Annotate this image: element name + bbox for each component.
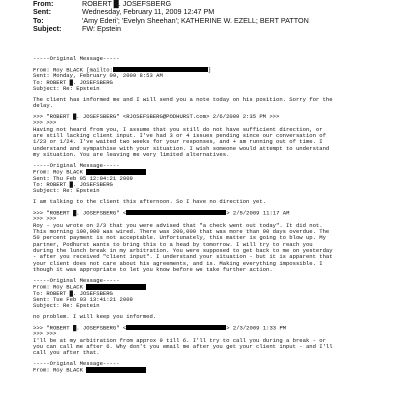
email-line-text: The client has informed me and I will send you a note today on his position. Sorry for the [33,95,333,103]
email-line-text: Sent: Thu Feb 05 12:04:21 2009 [33,174,133,182]
email-line-text: From: Roy BLACK [33,168,87,176]
header-field-value: FW: Epstein [82,24,122,34]
email-line-text: Subject: Re: Epstein [33,302,100,310]
email-line-text: - after you received "client input". I understand your situation - but it is apparent that [33,253,333,261]
email-line-text: >>> "ROBERT █. JOSEFSBERG" <RJOSEFSBERG@PODHURST.com> 2/6/2009 2:35 PM >>> [33,112,280,120]
email-line-text: >>> >>> [33,119,57,127]
email-line-text: 1/23 or 1/24. I've waited two weeks for your responses, and + am running out of time. I [33,138,323,146]
email-line-text: >>> >>> [33,215,57,223]
header-field-value: 'Amy Ederi'; 'Evelyn Sheehan'; KATHERINE W. EZELL; BERT PATTON [82,15,309,25]
email-line-text: -----Original Message----- [33,161,120,169]
email-line-text: Roy - you wrote on 2/3 that you were advised that "a check went out today". It did not. [33,221,323,229]
email-line-text-tail: > 2/5/2009 11:17 AM [226,209,290,217]
header-field [33,25,309,33]
email-line-text: partner, Podhurst wants to bring this to a head by tomorrow. I will try to reach you [33,240,313,248]
email-line-text: you can call me after 6. Why don't you email me after you get your client input - and I'll [33,342,333,350]
redaction-bar [126,325,226,331]
header-field [33,17,309,25]
email-line-text: Sent: Monday, February 09, 2009 8:53 AM [33,72,163,80]
header-field-label: Sent: [33,7,51,17]
email-line-text: delay. [33,102,53,110]
email-line-text: though it was appropriate to let you know before we take further action. [33,265,273,273]
email-line-text: my situation. You are leaving me very limited alternatives. [33,150,230,158]
email-line-text: no problem. I will keep you informed. [33,313,157,321]
email-line-text: Having not heard from you, I assume that you still do not have sufficient direction, or [33,125,323,133]
email-line [33,97,373,103]
email-line-text: >>> "ROBERT █. JOSEFSBERG" < [33,324,127,332]
header-field-label: Subject: [33,24,62,34]
email-line-text: I'll be at my arbitration from approx 9 till 6. I'll try to call you during a break - or [33,336,326,344]
email-line-text: are still lacking client input. I've had 3 or 4 issues pending since our conversation of [33,131,326,139]
email-line-text: understand and sympathise with your situation. I wish someone would attempt to understand [33,144,330,152]
email-line-text: -----Original Message----- [33,55,120,62]
email-line [33,367,373,373]
email-line-text: To: ROBERT █. JOSEFSBERG [33,78,113,86]
email-line-text: -----Original Message----- [33,360,120,368]
email-line-text: during the lunch break in my arbitration. You were supposed to get back to me on yesterday [33,246,333,254]
email-line-text: To: ROBERT █. JOSEFSBERG [33,289,113,297]
header-field-label: To: [33,15,44,25]
email-line-text-tail: ] [207,66,212,74]
email-line-text: From: Roy BLACK [33,366,87,374]
email-line-text: 50 percent payment is not acceptable. Unfortunately, this matter is going to blow up. My [33,234,326,242]
email-header [33,0,309,34]
email-line-text: -----Original Message----- [33,276,120,284]
email-line-text: Subject: Re: Epstein [33,84,100,92]
email-line-text: call you after that. [33,349,100,357]
email-line-text-tail: > 2/3/2009 1:33 PM [226,324,287,332]
email-line-text: To: ROBERT █. JOSEFSBERG [33,180,113,188]
email-line-text: From: Roy BLACK [33,283,87,291]
header-field-value: Wednesday, February 11, 2009 12:47 PM [82,7,215,17]
header-field-value: ROBERT █. JOSEFSBERG [82,0,172,8]
email-line-text: From: Roy BLACK [mailto: [33,66,113,74]
email-line-text: >>> "ROBERT █. JOSEFSBERG" < [33,209,127,217]
email-line-text: This morning 100,000 was wired. There was 200,000 that was more than 90 days overdue. The [33,227,330,235]
header-field-label: From: [33,0,54,8]
email-line-text: >>> >>> [33,330,57,338]
email-line-text: Subject: Re: Epstein [33,187,100,195]
email-line-text: Sent: Tue Feb 03 13:41:21 2009 [33,295,133,303]
email-line-text: I am talking to the client this afternoon. So I have no direction yet. [33,198,267,206]
email-line-text: your client does not care about his agreements, and is. Making everything impossible. I [33,259,323,267]
redaction-bar [126,210,226,216]
redaction-bar [86,367,146,373]
email-body [33,56,373,374]
